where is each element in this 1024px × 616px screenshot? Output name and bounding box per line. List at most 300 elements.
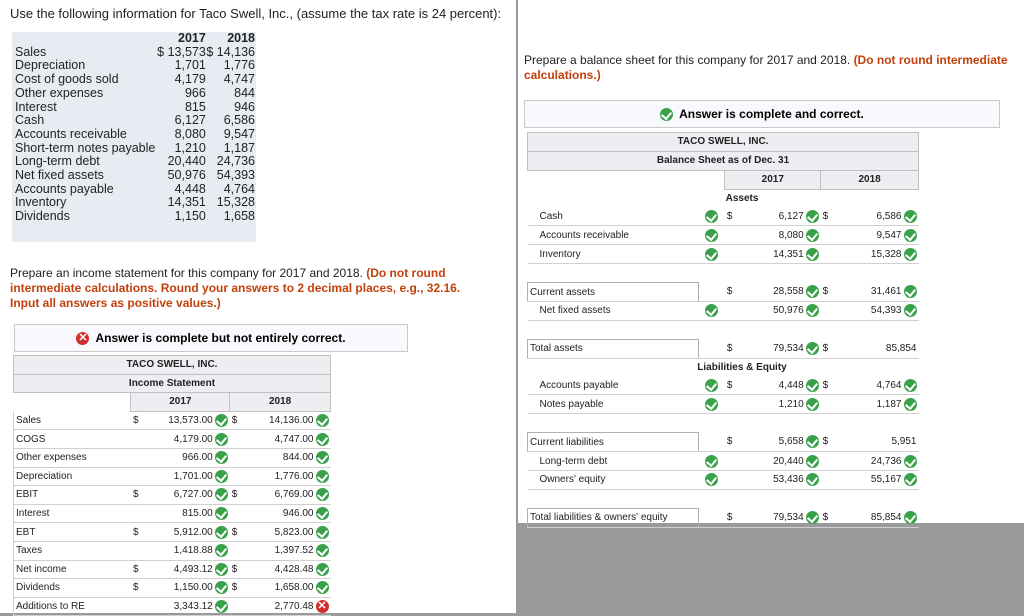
given-label: Inventory [15, 195, 67, 210]
income-row-label: EBT [14, 523, 131, 542]
balance-banner-text: Answer is complete and correct. [679, 107, 864, 121]
income-title: Income Statement [14, 374, 331, 393]
given-row [15, 46, 255, 60]
income-value-2018: 2,770.48 [274, 601, 314, 613]
income-company: TACO SWELL, INC. [14, 356, 331, 375]
check-icon [806, 229, 819, 242]
income-value-2018: 4,428.48 [274, 563, 314, 575]
given-value-2017: 20,440 [167, 154, 206, 169]
given-row [15, 155, 255, 169]
income-dollar-2017 [131, 597, 143, 616]
income-dollar-2018 [230, 541, 242, 560]
income-row-label: Additions to RE [14, 597, 131, 616]
balance-value-2017: 50,976 [773, 305, 804, 317]
income-cell-2018[interactable] [242, 430, 331, 449]
balance-row-label: Total liabilities & owners' equity [528, 508, 699, 527]
income-row [14, 523, 331, 542]
income-dollar-2018: $ [230, 411, 242, 430]
given-value-2018: 15,328 [216, 195, 255, 210]
check-icon [215, 470, 228, 483]
income-cell-2017[interactable] [143, 597, 230, 616]
balance-value-2017: 14,351 [773, 248, 804, 260]
check-icon [904, 285, 917, 298]
balance-cell-2018[interactable] [833, 245, 919, 264]
income-value-2018: 6,769.00 [274, 489, 314, 501]
balance-value-2018: 85,854 [885, 342, 917, 354]
income-value-2017: 1,150.00 [173, 582, 213, 594]
balance-result-banner [524, 100, 1000, 128]
check-icon [316, 488, 329, 501]
income-cell-2017[interactable] [143, 523, 230, 542]
balance-value-2017: 79,534 [773, 342, 804, 354]
given-row [15, 87, 255, 101]
income-dollar-2018: $ [230, 523, 242, 542]
balance-cell-2018[interactable] [833, 433, 919, 452]
balance-value-2018: 24,736 [870, 455, 902, 467]
check-icon [705, 210, 718, 223]
income-row-label: Dividends [14, 579, 131, 598]
balance-cell-2018[interactable] [833, 208, 919, 226]
income-value-2017: 5,912.00 [173, 526, 213, 538]
balance-row-label: Accounts payable [528, 377, 699, 395]
balance-row-label: Total assets [528, 339, 699, 358]
income-row-label: EBIT [14, 486, 131, 505]
check-icon [806, 435, 819, 448]
balance-row-label: Current assets [528, 283, 699, 302]
given-value-2017: 14,351 [167, 195, 206, 210]
balance-row [528, 433, 919, 452]
given-value-2018: 54,393 [216, 168, 255, 183]
balance-value-2018: 85,854 [870, 512, 902, 523]
income-cell-2018[interactable] [242, 560, 331, 579]
income-value-2017: 4,493.12 [173, 563, 213, 575]
income-dollar-2017: $ [131, 486, 143, 505]
income-row-label: Taxes [14, 541, 131, 560]
given-value-2018: 1,776 [223, 58, 255, 73]
given-data-table [15, 32, 255, 224]
given-label: Dividends [15, 209, 70, 224]
check-icon [806, 342, 819, 355]
given-value-2017: $ 13,573 [157, 44, 206, 59]
given-row [15, 196, 255, 210]
check-icon [316, 544, 329, 557]
check-icon [316, 581, 329, 594]
balance-row [528, 452, 919, 471]
balance-dollar-2018 [821, 245, 833, 264]
given-label: Long-term debt [15, 154, 100, 169]
given-label: Short-term notes payable [15, 140, 156, 155]
check-icon [904, 398, 917, 411]
check-icon [316, 470, 329, 483]
balance-row-label: Accounts receivable [528, 226, 699, 245]
balance-row-label: Inventory [528, 245, 699, 264]
income-cell-2017[interactable] [143, 560, 230, 579]
balance-dollar-2018 [821, 452, 833, 471]
income-dollar-2018 [230, 467, 242, 486]
balance-dollar-2017 [725, 471, 737, 490]
given-label: Net fixed assets [15, 168, 104, 183]
check-icon [215, 544, 228, 557]
given-value-2018: 9,547 [223, 126, 255, 141]
balance-dollar-2018: $ [821, 283, 833, 302]
balance-value-2017: 1,210 [778, 398, 804, 410]
given-value-2017: 1,701 [174, 58, 206, 73]
balance-sheet-table [527, 132, 919, 528]
check-icon [806, 455, 819, 468]
balance-row [528, 377, 919, 395]
income-dollar-2017 [131, 541, 143, 560]
check-icon [215, 414, 228, 427]
income-dollar-2018: $ [230, 560, 242, 579]
balance-dollar-2018: $ [821, 433, 833, 452]
balance-cell-2017[interactable] [737, 283, 821, 302]
given-value-2017: 8,080 [174, 126, 206, 141]
balance-cell-2018[interactable] [833, 226, 919, 245]
balance-row [528, 339, 919, 358]
check-icon [316, 563, 329, 576]
balance-prompt-hint: (Do not round intermediate calculations.) [524, 53, 1008, 82]
balance-col-2018: 2018 [821, 170, 919, 189]
balance-row-label: Long-term debt [528, 452, 699, 471]
balance-prompt [524, 53, 1016, 83]
check-icon [705, 455, 718, 468]
given-value-2018: 6,586 [223, 113, 255, 128]
income-row-label: Sales [14, 411, 131, 430]
check-icon [904, 229, 917, 242]
income-row [14, 541, 331, 560]
check-icon [215, 433, 228, 446]
income-cell-2017[interactable] [143, 579, 230, 598]
balance-row [528, 395, 919, 414]
income-cell-2017[interactable] [143, 541, 230, 560]
income-value-2018: 1,658.00 [274, 582, 314, 594]
balance-dollar-2018: $ [821, 208, 833, 226]
check-icon [806, 511, 819, 524]
income-statement-table [13, 355, 331, 616]
balance-dollar-2017: $ [725, 508, 737, 527]
income-cell-2017[interactable] [143, 486, 230, 505]
check-icon [806, 304, 819, 317]
balance-row-label: Cash [528, 208, 699, 226]
given-row [15, 142, 255, 156]
income-row-label: COGS [14, 430, 131, 449]
income-dollar-2017 [131, 504, 143, 523]
check-icon [215, 600, 228, 613]
balance-cell-2017[interactable] [737, 339, 821, 358]
balance-dollar-2018 [821, 302, 833, 321]
balance-dollar-2017: $ [725, 339, 737, 358]
income-dollar-2018 [230, 597, 242, 616]
check-icon [705, 229, 718, 242]
check-icon [316, 451, 329, 464]
income-value-2017: 966.00 [182, 452, 213, 464]
income-cell-2018[interactable] [242, 541, 331, 560]
check-icon [705, 379, 718, 392]
income-cell-2018[interactable] [242, 411, 331, 430]
given-value-2018: 4,747 [223, 72, 255, 87]
check-icon [705, 248, 718, 261]
given-value-2018: 1,187 [223, 140, 255, 155]
check-icon [215, 526, 228, 539]
income-dollar-2018 [230, 504, 242, 523]
income-prompt-hint: (Do not round intermediate calculations. Round your answers to 2 decimal places, e.g., 32.16. Input all answers as positive values.) [10, 266, 461, 310]
balance-cell-2018[interactable] [833, 283, 919, 302]
income-cell-2017[interactable] [143, 504, 230, 523]
check-icon [806, 210, 819, 223]
income-row [14, 486, 331, 505]
x-icon: ✕ [317, 600, 327, 613]
check-icon [904, 210, 917, 223]
balance-value-2018: 54,393 [870, 305, 902, 317]
balance-cell-2018[interactable] [833, 471, 919, 490]
income-cell-2018[interactable] [242, 467, 331, 486]
balance-cell-2018[interactable] [833, 302, 919, 321]
income-value-2018: 5,823.00 [274, 526, 314, 538]
given-label: Depreciation [15, 58, 86, 73]
check-icon [215, 507, 228, 520]
given-label: Interest [15, 99, 57, 114]
check-icon [806, 248, 819, 261]
given-year-2018: 2018 [227, 31, 255, 45]
balance-cell-2017[interactable] [737, 395, 821, 414]
income-cell-2017[interactable] [143, 448, 230, 467]
check-icon [215, 581, 228, 594]
balance-value-2018: 5,951 [891, 436, 917, 448]
check-icon [705, 473, 718, 486]
income-cell-2018[interactable] [242, 523, 331, 542]
income-row-label: Depreciation [14, 467, 131, 486]
balance-dollar-2017 [725, 452, 737, 471]
balance-cell-2017[interactable] [737, 471, 821, 490]
balance-row-label: Current liabilities [528, 433, 699, 452]
balance-prompt-text: Prepare a balance sheet for this company for 2017 and 2018. [524, 53, 851, 67]
balance-dollar-2017 [725, 302, 737, 321]
income-value-2018: 1,397.52 [274, 545, 314, 557]
income-dollar-2017: $ [131, 560, 143, 579]
income-dollar-2017 [131, 448, 143, 467]
given-row [15, 183, 255, 197]
check-icon [316, 433, 329, 446]
income-row-label: Net income [14, 560, 131, 579]
income-value-2018: 844.00 [282, 452, 314, 464]
balance-value-2017: 53,436 [773, 474, 804, 486]
assets-header [528, 189, 919, 207]
given-row [15, 169, 255, 183]
income-row [14, 467, 331, 486]
given-label: Sales [15, 44, 47, 59]
check-icon [705, 304, 718, 317]
income-row [14, 504, 331, 523]
income-cell-2017[interactable] [143, 467, 230, 486]
check-icon [705, 398, 718, 411]
given-row [15, 114, 255, 128]
balance-value-2017: 28,558 [773, 286, 804, 298]
balance-value-2017: 6,127 [778, 211, 804, 222]
balance-col-2017: 2017 [725, 170, 821, 189]
income-prompt-text: Prepare an income statement for this company for 2017 and 2018. [10, 266, 363, 280]
income-banner-text: Answer is complete but not entirely correct. [95, 331, 346, 345]
given-row [15, 73, 255, 87]
balance-dollar-2018: $ [821, 339, 833, 358]
income-cell-2017[interactable] [143, 430, 230, 449]
income-result-banner [14, 324, 408, 352]
check-icon [904, 379, 917, 392]
income-cell-2018[interactable] [242, 597, 331, 616]
balance-value-2018: 31,461 [870, 286, 902, 298]
check-icon [215, 563, 228, 576]
given-year-2017: 2017 [178, 31, 206, 45]
spacer-row [528, 489, 919, 508]
income-value-2017: 4,179.00 [173, 433, 213, 445]
check-icon [904, 473, 917, 486]
balance-dollar-2017: $ [725, 377, 737, 395]
given-value-2017: 4,179 [174, 72, 206, 87]
check-icon [806, 285, 819, 298]
income-dollar-2017 [131, 430, 143, 449]
given-value-2018: 24,736 [216, 154, 255, 169]
balance-value-2017: 8,080 [778, 229, 804, 241]
given-row [15, 101, 255, 115]
income-row [14, 597, 331, 616]
income-value-2017: 1,701.00 [173, 470, 213, 482]
given-row [15, 59, 255, 73]
balance-cell-2018[interactable] [833, 339, 919, 358]
balance-cell-2018[interactable] [833, 452, 919, 471]
income-dollar-2018: $ [230, 486, 242, 505]
income-dollar-2018 [230, 430, 242, 449]
income-row [14, 560, 331, 579]
income-row-label: Interest [14, 504, 131, 523]
given-row [15, 128, 255, 142]
given-value-2018: 4,764 [223, 181, 255, 196]
income-row [14, 411, 331, 430]
balance-value-2017: 5,658 [778, 436, 804, 448]
balance-cell-2017[interactable] [737, 377, 821, 395]
income-cell-2018[interactable] [242, 579, 331, 598]
balance-cell-2018[interactable] [833, 508, 919, 527]
given-value-2017: 966 [184, 85, 206, 100]
spacer-row [528, 264, 919, 283]
balance-dollar-2018: $ [821, 377, 833, 395]
spacer-row [528, 320, 919, 339]
income-dollar-2018: $ [230, 579, 242, 598]
given-value-2017: 6,127 [174, 113, 206, 128]
spacer-row [528, 414, 919, 433]
income-value-2017: 3,343.12 [173, 601, 213, 613]
check-icon [904, 248, 917, 261]
income-col-2018: 2018 [230, 393, 331, 412]
check-icon [215, 488, 228, 501]
balance-row-label: Notes payable [528, 395, 699, 414]
balance-row-label: Net fixed assets [528, 302, 699, 321]
balance-dollar-2017 [725, 245, 737, 264]
income-dollar-2017: $ [131, 411, 143, 430]
given-label: Cost of goods sold [15, 72, 119, 87]
balance-row [528, 245, 919, 264]
given-label: Other expenses [15, 85, 104, 100]
liabilities-header-label: Liabilities & Equity [697, 362, 787, 374]
balance-cell-2017[interactable] [737, 208, 821, 226]
balance-cell-2018[interactable] [833, 395, 919, 414]
x-icon: ✕ [78, 331, 88, 344]
check-icon [904, 304, 917, 317]
given-value-2018: 946 [234, 99, 255, 114]
balance-company: TACO SWELL, INC. [528, 133, 919, 152]
balance-dollar-2018 [821, 395, 833, 414]
income-value-2017: 6,727.00 [173, 489, 213, 501]
balance-cell-2017[interactable] [737, 508, 821, 527]
balance-value-2017: 4,448 [778, 380, 804, 392]
income-value-2018: 946.00 [282, 508, 314, 520]
income-cell-2018[interactable] [242, 448, 331, 467]
check-icon [316, 526, 329, 539]
balance-cell-2017[interactable] [737, 433, 821, 452]
income-cell-2018[interactable] [242, 504, 331, 523]
balance-dollar-2018 [821, 226, 833, 245]
given-value-2017: 50,976 [167, 168, 206, 183]
income-dollar-2017 [131, 467, 143, 486]
income-col-2017: 2017 [131, 393, 230, 412]
intro-text: Use the following information for Taco Swell, Inc., (assume the tax rate is 24 percent): [10, 6, 502, 21]
income-value-2017: 815.00 [182, 508, 213, 520]
check-icon [904, 511, 917, 524]
balance-value-2018: 9,547 [876, 229, 902, 241]
balance-dollar-2018 [821, 471, 833, 490]
balance-row [528, 302, 919, 321]
income-dollar-2018 [230, 448, 242, 467]
balance-row [528, 226, 919, 245]
check-icon [806, 379, 819, 392]
balance-row-label: Owners' equity [528, 471, 699, 490]
liabilities-header [528, 358, 919, 376]
given-value-2018: $ 14,136 [206, 44, 255, 59]
balance-dollar-2017: $ [725, 283, 737, 302]
given-row [15, 210, 255, 224]
balance-dollar-2018: $ [821, 508, 833, 527]
income-value-2018: 14,136.00 [269, 415, 314, 427]
income-cell-2017[interactable] [143, 411, 230, 430]
check-icon [806, 473, 819, 486]
balance-cell-2017[interactable] [737, 245, 821, 264]
assets-header-label: Assets [725, 193, 759, 205]
balance-cell-2017[interactable] [737, 302, 821, 321]
balance-dollar-2017: $ [725, 208, 737, 226]
given-label: Accounts receivable [15, 126, 127, 141]
income-dollar-2017: $ [131, 523, 143, 542]
income-cell-2018[interactable] [242, 486, 331, 505]
given-value-2017: 1,210 [174, 140, 206, 155]
income-value-2017: 13,573.00 [168, 415, 213, 427]
income-dollar-2017: $ [131, 579, 143, 598]
income-row [14, 579, 331, 598]
balance-dollar-2017 [725, 395, 737, 414]
given-value-2018: 844 [234, 85, 255, 100]
income-row [14, 448, 331, 467]
balance-cell-2018[interactable] [833, 377, 919, 395]
check-icon [904, 455, 917, 468]
balance-cell-2017[interactable] [737, 452, 821, 471]
given-label: Accounts payable [15, 181, 114, 196]
income-prompt [10, 266, 486, 311]
balance-dollar-2017: $ [725, 433, 737, 452]
balance-dollar-2017 [725, 226, 737, 245]
check-icon [806, 398, 819, 411]
income-value-2017: 1,418.88 [173, 545, 213, 557]
balance-cell-2017[interactable] [737, 226, 821, 245]
balance-value-2018: 4,764 [876, 380, 902, 392]
balance-value-2018: 1,187 [876, 398, 902, 410]
balance-row [528, 508, 919, 527]
